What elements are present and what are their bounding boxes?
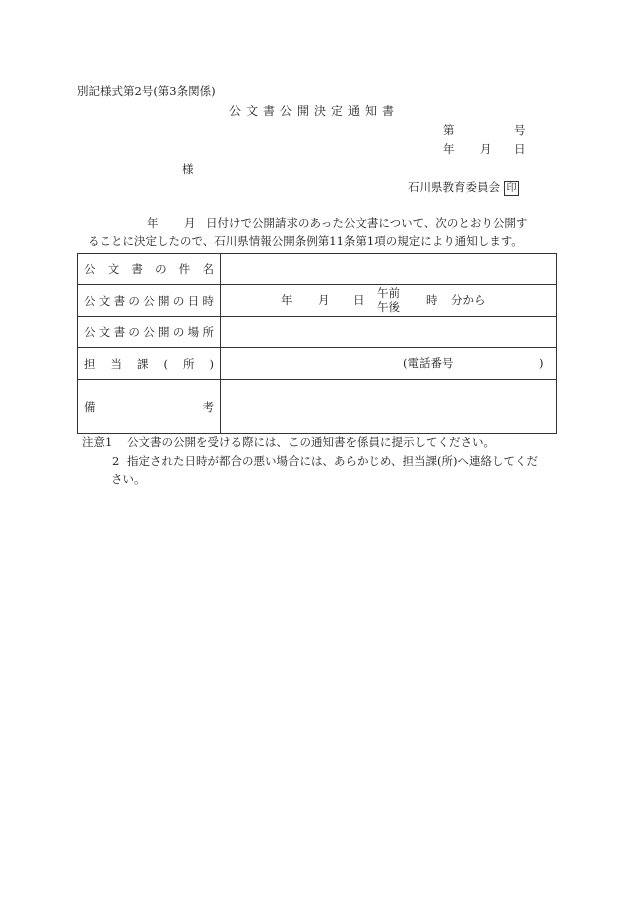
body-month: 月 <box>184 216 196 230</box>
document-title: 公文書公開決定通知書 <box>229 104 400 118</box>
issuer-line <box>408 180 519 196</box>
body-year: 年 <box>147 216 159 230</box>
form-label: 別記様式第2号(第3条関係) <box>77 84 216 98</box>
value-cell-remarks <box>221 380 557 434</box>
row-label: 公文書の件名 <box>84 262 214 276</box>
table-row <box>78 254 557 285</box>
table-row <box>78 348 557 380</box>
datetime-day: 日 <box>353 293 365 307</box>
number-suffix: 号 <box>514 123 526 137</box>
value-cell-datetime <box>221 285 557 317</box>
note-head: 注意1 <box>82 435 113 449</box>
row-label: 公文書の公開の場所 <box>84 325 214 339</box>
am-label: 午前 <box>377 286 400 300</box>
row-label: 公文書の公開の日時 <box>84 293 214 308</box>
pm-label: 午後 <box>377 300 400 314</box>
details-table <box>77 253 557 434</box>
seal-mark: 印 <box>504 181 519 196</box>
note-item-2-line2: さい。 <box>111 472 146 486</box>
row-label-cell <box>78 348 221 380</box>
datetime-minute: 分から <box>451 293 486 307</box>
note-num-2: 2 <box>112 454 120 468</box>
note-item-2-line1: 指定された日時が都合の悪い場合には、あらかじめ、担当課(所)へ連絡してくだ <box>127 454 539 468</box>
row-label-cell <box>78 380 221 434</box>
datetime-month: 月 <box>318 293 330 307</box>
value-cell-subject <box>221 254 557 285</box>
date-month: 月 <box>480 142 492 156</box>
value-cell-department <box>221 348 557 380</box>
number-prefix: 第 <box>443 123 455 137</box>
datetime-year: 年 <box>281 293 293 307</box>
ampm-stack <box>377 286 400 314</box>
table-row <box>78 380 557 434</box>
row-label: 備考 <box>84 399 214 414</box>
date-year: 年 <box>443 142 455 156</box>
phone-close: ) <box>539 356 544 370</box>
body-line2: ることに決定したので、石川県情報公開条例第11条第1項の規定により通知します。 <box>88 234 523 248</box>
issuer-name: 石川県教育委員会 <box>408 180 500 194</box>
row-label-cell <box>78 317 221 348</box>
table-row <box>78 317 557 348</box>
table-row <box>78 285 557 317</box>
datetime-hour: 時 <box>426 293 438 307</box>
value-cell-place <box>221 317 557 348</box>
note-item-1: 公文書の公開を受ける際には、この通知書を係員に提示してください。 <box>127 435 495 449</box>
date-day: 日 <box>514 142 526 156</box>
phone-open: (電話番号 <box>403 356 454 370</box>
row-label: 担当課(所) <box>84 356 214 371</box>
addressee-suffix: 様 <box>182 162 194 176</box>
row-label-cell <box>78 254 221 285</box>
row-label-cell <box>78 285 221 317</box>
body-line1: 日付けで公開請求のあった公文書について、次のとおり公開す <box>206 216 528 230</box>
